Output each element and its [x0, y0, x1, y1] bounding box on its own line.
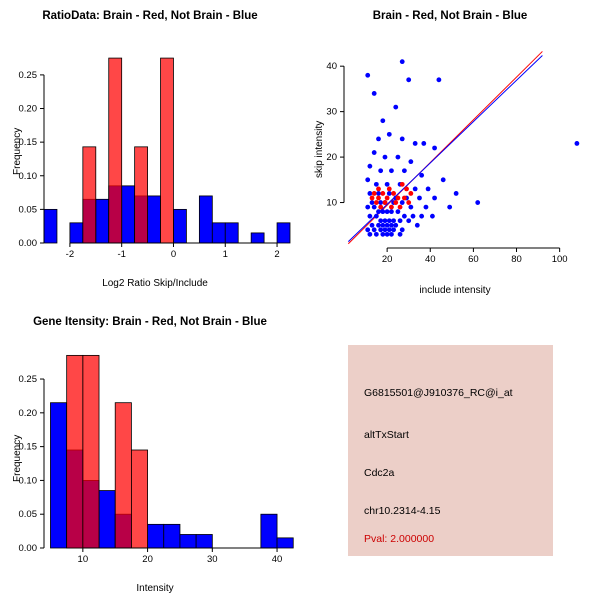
panel-histogram-ratio [0, 0, 300, 300]
hist-intensity-ylabel: Frequency [12, 434, 23, 482]
svg-text:40: 40 [424, 254, 436, 265]
svg-text:0.15: 0.15 [18, 137, 37, 149]
svg-text:10: 10 [77, 554, 89, 565]
scatter-title: Brain - Red, Not Brain - Blue [372, 10, 528, 22]
svg-text:0.10: 0.10 [18, 170, 37, 182]
hist-ratio-ylabel: Frequency [12, 127, 23, 175]
svg-text:0.15: 0.15 [18, 441, 37, 453]
svg-text:0.20: 0.20 [18, 407, 37, 419]
svg-text:1: 1 [222, 249, 228, 260]
svg-text:0.05: 0.05 [18, 204, 37, 216]
svg-text:0.10: 0.10 [18, 475, 37, 487]
svg-text:20: 20 [142, 554, 153, 565]
panel-histogram-intensity [0, 300, 300, 600]
svg-text:0.20: 0.20 [18, 103, 37, 115]
svg-text:0.25: 0.25 [18, 374, 37, 386]
hist-intensity-xlabel: Intensity [136, 583, 174, 594]
svg-text:0.05: 0.05 [18, 509, 37, 521]
scatter-plot [300, 0, 600, 300]
svg-text:20: 20 [326, 152, 337, 164]
svg-text:-1: -1 [117, 249, 126, 260]
svg-text:10: 10 [326, 197, 337, 209]
svg-text:80: 80 [511, 254, 522, 265]
event-type-text: altTxStart [364, 429, 409, 441]
info-panel [348, 345, 553, 556]
svg-text:40: 40 [271, 554, 283, 565]
scatter-xlabel: include intensity [419, 285, 491, 296]
svg-text:2: 2 [274, 249, 280, 260]
hist-ratio-xlabel: Log2 Ratio Skip/Include [102, 278, 208, 289]
scatter-ylabel: skip intensity [314, 120, 325, 178]
probe-id-text: G6815501@J910376_RC@i_at [364, 387, 513, 399]
hist-ratio-title: RatioData: Brain - Red, Not Brain - Blue [42, 10, 258, 22]
svg-text:30: 30 [207, 554, 218, 565]
svg-text:0.00: 0.00 [18, 238, 37, 249]
svg-text:40: 40 [326, 61, 337, 73]
svg-text:0: 0 [170, 249, 177, 260]
gene-name-text: Cdc2a [364, 467, 395, 479]
svg-text:30: 30 [326, 106, 337, 118]
pval-text: Pval: 2.000000 [364, 533, 435, 545]
svg-text:-2: -2 [65, 249, 75, 260]
svg-text:0.00: 0.00 [18, 543, 37, 554]
svg-text:60: 60 [468, 254, 479, 265]
panel-scatter [300, 0, 600, 300]
hist-ratio-plot [0, 0, 300, 300]
hist-intensity-title: Gene Itensity: Brain - Red, Not Brain - Blue [33, 316, 267, 328]
svg-text:0.25: 0.25 [18, 69, 37, 81]
locus-text: chr10.2314-4.15 [364, 505, 441, 517]
hist-intensity-plot [0, 300, 300, 600]
svg-text:20: 20 [381, 254, 393, 265]
svg-text:100: 100 [551, 254, 568, 265]
